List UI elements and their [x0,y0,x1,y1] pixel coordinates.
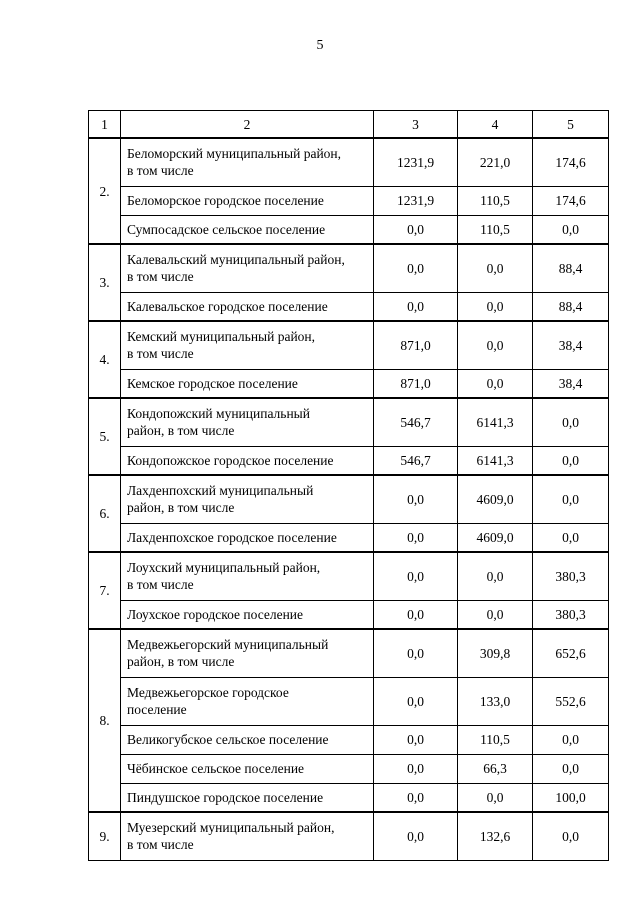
value-cell-c3: 0,0 [374,754,458,783]
value-cell-c5: 0,0 [533,725,609,754]
value-cell-c4: 110,5 [458,215,533,244]
value-cell-c4: 110,5 [458,186,533,215]
entity-name: Лоухский муниципальный район, в том числе [121,552,374,600]
value-cell-c5: 380,3 [533,600,609,629]
data-table [88,110,609,861]
value-cell-c4: 6141,3 [458,398,533,446]
value-cell-c5: 0,0 [533,215,609,244]
value-cell-c3: 0,0 [374,244,458,292]
value-cell-c5: 552,6 [533,677,609,725]
header-row [89,111,609,139]
value-cell-c4: 6141,3 [458,446,533,475]
value-cell-c3: 546,7 [374,398,458,446]
value-cell-c4: 0,0 [458,244,533,292]
value-cell-c5: 0,0 [533,523,609,552]
row-number: 5. [89,398,121,475]
table-row [89,292,609,321]
entity-name: Медвежьегорский муниципальный район, в том числе [121,629,374,677]
row-number: 6. [89,475,121,552]
value-cell-c3: 871,0 [374,369,458,398]
value-cell-c5: 0,0 [533,398,609,446]
entity-name: Чёбинское сельское поселение [121,754,374,783]
value-cell-c5: 38,4 [533,321,609,369]
value-cell-c3: 0,0 [374,523,458,552]
value-cell-c5: 88,4 [533,244,609,292]
table-row [89,138,609,186]
value-cell-c5: 380,3 [533,552,609,600]
header-cell: 3 [374,111,458,139]
row-number: 8. [89,629,121,812]
entity-name: Кемский муниципальный район, в том числе [121,321,374,369]
header-cell: 1 [89,111,121,139]
entity-name: Лоухское городское поселение [121,600,374,629]
value-cell-c3: 1231,9 [374,186,458,215]
value-cell-c5: 100,0 [533,783,609,812]
table-row [89,725,609,754]
value-cell-c3: 0,0 [374,629,458,677]
table-row [89,321,609,369]
value-cell-c3: 0,0 [374,812,458,860]
table-row [89,215,609,244]
value-cell-c4: 221,0 [458,138,533,186]
value-cell-c3: 0,0 [374,475,458,523]
header-cell: 5 [533,111,609,139]
table-row [89,523,609,552]
table-row [89,629,609,677]
value-cell-c3: 0,0 [374,552,458,600]
entity-name: Калевальское городское поселение [121,292,374,321]
value-cell-c4: 4609,0 [458,475,533,523]
value-cell-c4: 110,5 [458,725,533,754]
value-cell-c4: 0,0 [458,600,533,629]
value-cell-c5: 0,0 [533,754,609,783]
value-cell-c4: 4609,0 [458,523,533,552]
value-cell-c5: 38,4 [533,369,609,398]
value-cell-c4: 0,0 [458,321,533,369]
row-number: 9. [89,812,121,860]
page-number: 5 [316,38,324,53]
value-cell-c3: 0,0 [374,783,458,812]
table-row [89,244,609,292]
table-row [89,600,609,629]
value-cell-c4: 132,6 [458,812,533,860]
row-number: 7. [89,552,121,629]
entity-name: Беломорский муниципальный район, в том числе [121,138,374,186]
row-number: 3. [89,244,121,321]
value-cell-c4: 66,3 [458,754,533,783]
entity-name: Великогубское сельское поселение [121,725,374,754]
value-cell-c5: 174,6 [533,186,609,215]
row-number: 2. [89,138,121,244]
entity-name: Пиндушское городское поселение [121,783,374,812]
value-cell-c3: 0,0 [374,215,458,244]
table-row [89,186,609,215]
entity-name: Кондопожское городское поселение [121,446,374,475]
entity-name: Медвежьегорское городское поселение [121,677,374,725]
value-cell-c3: 0,0 [374,677,458,725]
value-cell-c4: 0,0 [458,292,533,321]
value-cell-c4: 0,0 [458,369,533,398]
entity-name: Муезерский муниципальный район, в том числе [121,812,374,860]
table-row [89,398,609,446]
entity-name: Лахденпохский муниципальный район, в том числе [121,475,374,523]
entity-name: Беломорское городское поселение [121,186,374,215]
value-cell-c3: 871,0 [374,321,458,369]
value-cell-c5: 88,4 [533,292,609,321]
value-cell-c3: 0,0 [374,725,458,754]
value-cell-c4: 0,0 [458,552,533,600]
value-cell-c3: 0,0 [374,292,458,321]
entity-name: Сумпосадское сельское поселение [121,215,374,244]
value-cell-c5: 0,0 [533,475,609,523]
entity-name: Калевальский муниципальный район, в том числе [121,244,374,292]
value-cell-c5: 0,0 [533,446,609,475]
table-row [89,783,609,812]
value-cell-c4: 309,8 [458,629,533,677]
table-row [89,446,609,475]
value-cell-c3: 1231,9 [374,138,458,186]
table-row [89,812,609,860]
value-cell-c5: 652,6 [533,629,609,677]
value-cell-c3: 0,0 [374,600,458,629]
entity-name: Лахденпохское городское поселение [121,523,374,552]
value-cell-c4: 133,0 [458,677,533,725]
table-row [89,754,609,783]
value-cell-c4: 0,0 [458,783,533,812]
row-number: 4. [89,321,121,398]
table-row [89,369,609,398]
header-cell: 4 [458,111,533,139]
table-row [89,475,609,523]
header-cell: 2 [121,111,374,139]
entity-name: Кондопожский муниципальный район, в том числе [121,398,374,446]
value-cell-c3: 546,7 [374,446,458,475]
entity-name: Кемское городское поселение [121,369,374,398]
table-row [89,677,609,725]
value-cell-c5: 174,6 [533,138,609,186]
table-row [89,552,609,600]
value-cell-c5: 0,0 [533,812,609,860]
